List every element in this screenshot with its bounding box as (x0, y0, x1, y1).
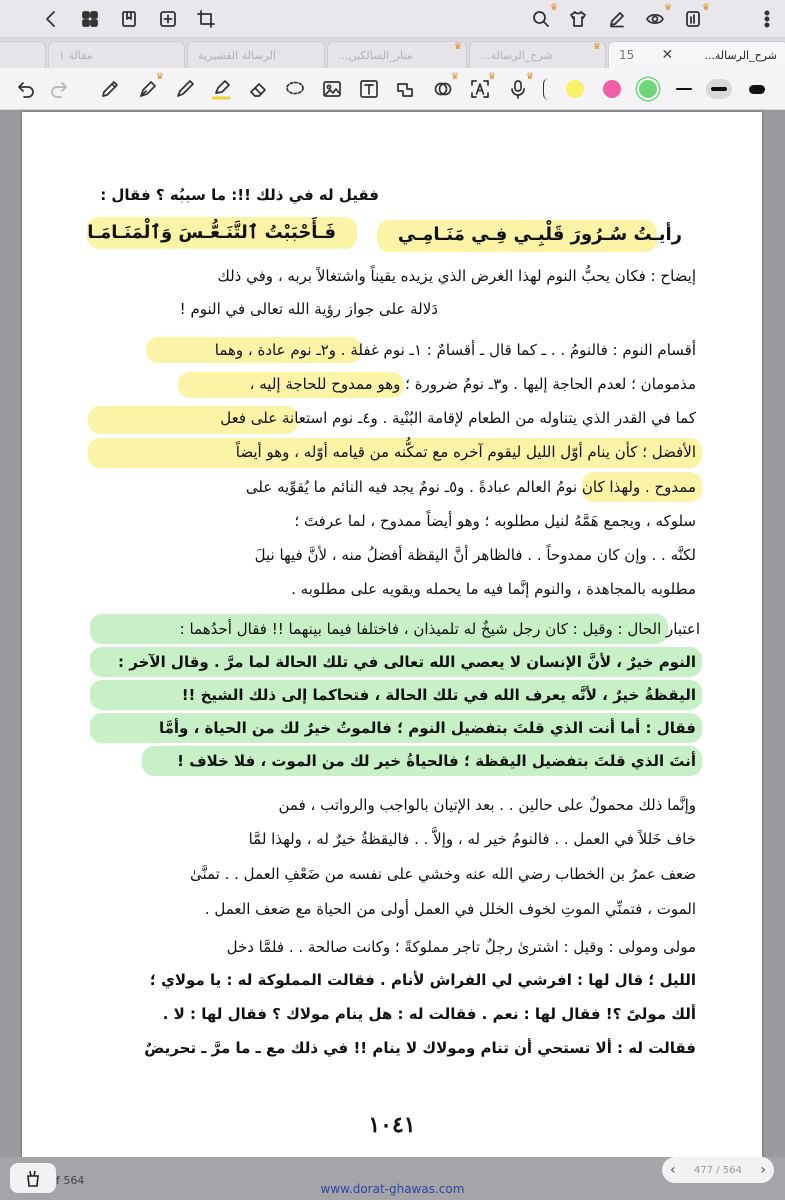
tab-label: منار_السالكين... (338, 48, 413, 62)
text-line: ضعف عمرُ بن الخطاب رضي الله عنه وخشي على نفسه من ضَعْفِ العمل . . تمنَّىٰ (189, 865, 696, 883)
pink-color-swatch[interactable] (603, 80, 621, 98)
bookmark-icon[interactable] (116, 6, 142, 32)
tab-label: شرح_الرسالة... (480, 48, 553, 62)
back-chevron-icon[interactable] (38, 6, 64, 32)
text-line: ألك مولىً ؟! فقال لها : نعم . فقالت له : هل ينام مولاك ؟ فقال لها : لا . (162, 1005, 696, 1023)
toolbar-scroll-edge (543, 78, 549, 100)
premium-crown-icon: ♛ (525, 72, 534, 82)
text-line: فقالت له : ألا تستحي أن تنام ومولاك لا ينام !! في ذلك مع ـ ما مرَّ ـ تحريضٌ (144, 1039, 696, 1057)
tab-sharh-risala-active[interactable] (608, 41, 785, 68)
thin-stroke-option[interactable] (676, 88, 692, 90)
text-line: اليقظةُ خيرٌ ، لأنَّه يعرف الله في تلك الحالة ، فتحاكما إلى ذلك الشيخ !! (181, 686, 696, 704)
text-line: الموت ، فتمنِّي الموتِ لخوف الخلل في العمل أولى من الحياة مع ضعف العمل . (204, 900, 696, 918)
website-url[interactable]: www.dorat-ghawas.com (320, 1182, 465, 1196)
text-line: أقسام النوم : فالنومُ . . ـ كما قال ـ أقسامٌ : ١ـ نوم غفلة . و٢ـ نوم عادة ، وهما (214, 341, 696, 359)
link-icon[interactable] (430, 72, 459, 102)
text-line: الأفضل ؛ كأن ينام أوّل الليل ليقوم آخره مع تمكُّنه من قيامه أوّله ، وهو أيضاً (235, 443, 696, 461)
text-line: فقال : أما أنت الذي قلتَ بتفضيل النوم ؛ فالموتُ خيرٌ لك من الحياة ، وأمَّا (158, 719, 696, 737)
shirt-icon[interactable] (565, 6, 591, 32)
tab-risala-qushayriya[interactable] (187, 41, 325, 68)
page-total-label: f 564 (56, 1174, 85, 1187)
text-line: إيضاح : فكان يحبُّ النوم لهذا الغرض الذي يزيده يقيناً واشتغالاً بربه ، وفي ذلك (217, 267, 696, 285)
yellow-color-swatch[interactable] (566, 80, 584, 98)
tab-partial[interactable] (0, 41, 46, 68)
text-line: لكنَّه . . وإن كان ممدوحاً . . فالظاهر أنَّ اليقظة أفضلُ منه ، لأنَّ فيها نيلَ (254, 546, 696, 564)
text-line: مذمومان ؛ لعدم الحاجة إليها . و٣ـ نومُ ضرورة ؛ وهو ممدوح للحاجة إليه ، (249, 375, 696, 393)
page-number: ١٠٤١ (368, 1112, 416, 1138)
close-icon[interactable]: ✕ (661, 47, 674, 63)
tab-label: الرسالة القشيرية (198, 48, 276, 62)
total-pages: 564 (722, 1164, 742, 1176)
grid-icon[interactable] (77, 6, 103, 32)
tab-manar-salikin[interactable] (327, 41, 467, 68)
current-page: 477 (694, 1164, 714, 1176)
document-page (22, 112, 762, 1157)
text-line: مولى ومولى : وقيل : اشترىٰ رجلٌ تاجر مملوكةً ؛ وكانت صالحة . . فلمَّا دخل (226, 938, 696, 956)
text-line: خاف خَللاً في العمل . . فالنومُ خير له ، وإلاَّ . . فاليقظةُ خيرٌ له ، ولهذا لمَّا (248, 830, 696, 848)
premium-crown-icon: ♛ (549, 3, 558, 13)
ballpoint-icon[interactable] (172, 76, 198, 102)
text-line: الليل ؛ قال لها : افرشي لي الفراش لأنام . فقالت المملوكة له : يا مولاي ؛ (149, 971, 696, 989)
page-indicator: 477 / 564 (694, 1164, 742, 1176)
verse-line: رأيـتُ سُـرُورَ قَلْبِـي فِـي مَنَـامِـي (397, 224, 682, 245)
document-tabs (0, 38, 785, 68)
tab-sharh-risala-2[interactable] (469, 41, 606, 68)
textbox-icon[interactable] (356, 76, 382, 102)
premium-crown-icon: ♛ (663, 3, 672, 13)
crop-icon[interactable] (193, 6, 219, 32)
page-navigator[interactable] (662, 1157, 774, 1183)
top-app-bar (0, 0, 785, 38)
verse-line: فَـأَحْبَبْتُ ٱلتَّنَـعُّـسَ وَٱلْمَنَـامَـا (87, 222, 336, 243)
tab-count: 15 (619, 48, 635, 62)
text-line: ممدوح . ولهذا كان نومُ العالم عبادةً . و٥ـ نومٌ يجد فيه النائم ما يُقوِّيه على (245, 478, 696, 496)
premium-crown-icon: ♛ (450, 72, 459, 82)
search-icon[interactable] (528, 3, 558, 32)
text-line: اعتبار الحال : وقيل : كان رجل شيخٌ له تلميذان ، فاختلفا فيما بينهما !! فقال أحدُهما : (179, 620, 700, 638)
text-line: أنتَ الذي قلتَ بتفضيل اليقظة ؛ فالحياةُ خير لك من الموت ، فلا خلاف ! (177, 752, 696, 770)
medium-stroke-line (711, 87, 727, 91)
add-page-icon[interactable] (155, 6, 181, 32)
pen-icon[interactable] (604, 6, 630, 32)
text-line: مطلوبه بالمجاهدة ، والنوم إنَّما فيه ما يحمله ويقويه على مطلوبه . (291, 580, 696, 598)
tab-article-1[interactable] (48, 41, 185, 68)
tab-label: شرح_الرسالة... (704, 48, 777, 62)
more-icon[interactable] (754, 6, 780, 32)
redo-icon[interactable] (46, 76, 72, 102)
thick-stroke-option[interactable] (749, 85, 765, 94)
annotation-toolbar (0, 68, 785, 110)
image-icon[interactable] (319, 76, 345, 102)
text-recognition-icon[interactable] (467, 72, 496, 102)
microphone-icon[interactable] (505, 72, 534, 102)
shape-icon[interactable] (392, 76, 418, 102)
next-page-icon[interactable]: › (760, 1162, 766, 1178)
premium-crown-icon: ♛ (453, 42, 462, 52)
text-line: دَلالة على جواز رؤية الله تعالى في النوم ! (179, 300, 438, 318)
highlighter-icon[interactable] (208, 76, 234, 102)
text-line: سلوكه ، ويجمع هَمَّهُ لنيل مطلوبه ؛ وهو أيضاً ممدوح ، لما عرفتَ ؛ (294, 512, 696, 530)
fountain-pen-icon[interactable] (135, 72, 164, 102)
eye-icon[interactable] (642, 3, 672, 32)
lasso-icon[interactable] (282, 76, 308, 102)
eraser-icon[interactable] (245, 76, 271, 102)
undo-icon[interactable] (13, 76, 39, 102)
pencil-icon[interactable] (97, 76, 123, 102)
tab-label: مقالة ١ (59, 48, 93, 62)
text-line: فقيل له في ذلك !!: ما سببُه ؟ فقال : (100, 186, 379, 204)
premium-crown-icon: ♛ (592, 42, 601, 52)
green-color-swatch-selected[interactable] (639, 80, 657, 98)
previous-page-icon[interactable]: ‹ (670, 1162, 676, 1178)
premium-crown-icon: ♛ (701, 3, 710, 13)
text-line: كما في القدر الذي يتناوله من الطعام لإقامة البُنْية . و٤ـ نوم استعانة على فعل (220, 409, 696, 427)
premium-crown-icon: ♛ (155, 72, 164, 82)
text-line: النوم خيرٌ ، لأنَّ الإنسان لا يعصي الله تعالى في تلك الحالة لما مرَّ . وقال الآخر : (118, 653, 696, 671)
reader-mode-icon[interactable] (680, 3, 710, 32)
text-line: وإنَّما ذلك محمولٌ على حالين . . بعد الإتيان بالواجب والرواتب ، فمن (278, 796, 696, 814)
premium-crown-icon: ♛ (487, 72, 496, 82)
